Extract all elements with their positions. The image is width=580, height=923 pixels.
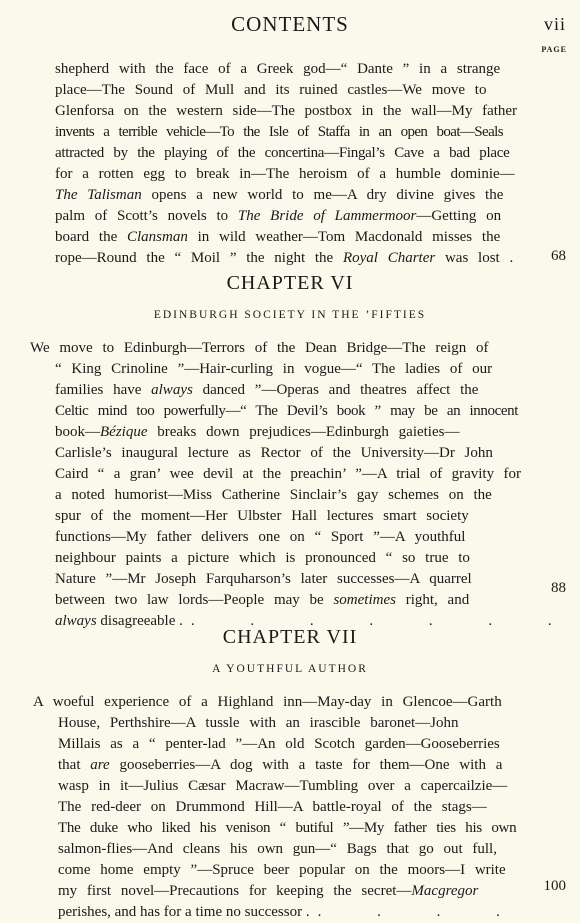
entry-line: Celtic mind too powerfully—“ The Devil’s book ” may be an innocent	[55, 403, 518, 419]
entry-line-last: perishes, and has for a time no successor . . . . .	[58, 904, 526, 920]
entry-line: Millais as a “ penter-lad ”—An old Scotch garden—Gooseberries	[58, 736, 500, 752]
entry-line: shepherd with the face of a Greek god—“ Dante ” in a strange	[55, 61, 501, 77]
entry-line: that are gooseberries—A dog with a taste for them—One with a	[58, 757, 503, 773]
entry-line: board the Clansman in wild weather—Tom Macdonald misses the	[55, 229, 501, 245]
entry-line: Glenforsa on the western side—The postbox in the wall—My father	[55, 103, 518, 119]
chapter-subtitle: EDINBURGH SOCIETY IN THE ’FIFTIES	[153, 309, 427, 321]
entry-line: Nature ”—Mr Joseph Farquharson’s later successes—A quarrel	[55, 571, 472, 587]
entry-page-number: 88	[551, 580, 566, 596]
entry-line: palm of Scott’s novels to The Bride of Lammermoor—Getting on	[55, 208, 502, 224]
entry-line: The red-deer on Drummond Hill—A battle-royal of the stags—	[58, 799, 487, 815]
entry-line: Carlisle’s inaugural lecture as Rector of the University—Dr John	[55, 445, 493, 461]
entry-line: a noted humorist—Miss Catherine Sinclair’s gay schemes on the	[55, 487, 492, 503]
entry-line: come home empty ”—Spruce beer popular on the moors—I write	[58, 862, 506, 878]
entry-line: book—Bézique breaks down prejudices—Edinburgh gaieties—	[55, 424, 460, 440]
entry-line: salmon-flies—And cleans his own gun—“ Bags that go out full,	[58, 841, 497, 857]
chapter-heading: CHAPTER VII	[222, 626, 358, 648]
entry-line: We move to Edinburgh—Terrors of the Dean Bridge—The reign of	[30, 340, 489, 356]
entry-line: rope—Round the “ Moil ” the night the Royal Charter was lost .	[55, 250, 514, 266]
entry-line: spur of the moment—Her Ulbster Hall lectures smart society	[55, 508, 469, 524]
entry-line: attracted by the playing of the concertina—Fingal’s Cave a bad place	[55, 145, 510, 161]
chapter-heading: CHAPTER VI	[226, 272, 354, 294]
entry-page-number: 100	[543, 878, 566, 894]
entry-line: invents a terrible vehicle—To the Isle of Staffa in an open boat—Seals	[55, 124, 503, 140]
entry-line: place—The Sound of Mull and its ruined castles—We move to	[55, 82, 487, 98]
page-number: vii	[543, 14, 566, 34]
entry-line: for a rotten egg to break in—The heroism of a humble dominie—	[55, 166, 515, 182]
contents-entry-continued	[55, 59, 517, 269]
entry-line: The Talisman opens a new world to me—A dry divine gives the	[55, 187, 504, 203]
entry-line-last: always disagreeable . . . . . . . .	[55, 613, 578, 629]
entry-line: families have always danced ”—Operas and theatres affect the	[55, 382, 479, 398]
entry-line: between two law lords—People may be sometimes right, and	[55, 592, 470, 608]
entry-line: “ King Crinoline ”—Hair-curling in vogue—“ The ladies of our	[55, 361, 493, 377]
entry-line: my first novel—Precautions for keeping the secret—Macgregor	[58, 883, 479, 899]
entry-line: functions—My father delivers one on “ Sport ”—A youthful	[55, 529, 466, 545]
contents-entry	[33, 692, 526, 923]
running-title: CONTENTS	[231, 12, 349, 36]
entry-line: A woeful experience of a Highland inn—May-day in Glencoe—Garth	[33, 694, 502, 710]
entry-line: The duke who liked his venison “ butiful ”—My father ties his own	[58, 820, 517, 836]
page-column-label: PAGE	[541, 45, 567, 54]
entry-line: Caird “ a gran’ wee devil at the preachin’ ”—A trial of gravity for	[55, 466, 521, 482]
page-header	[0, 6, 580, 40]
entry-page-number: 68	[551, 248, 566, 264]
entry-line: wasp in it—Julius Cæsar Macraw—Tumbling over a capercailzie—	[58, 778, 508, 794]
entry-line: neighbour paints a picture which is pronounced “ so true to	[55, 550, 470, 566]
entry-line: House, Perthshire—A tussle with an irascible baronet—John	[58, 715, 459, 731]
chapter-subtitle: A YOUTHFUL AUTHOR	[212, 663, 368, 675]
